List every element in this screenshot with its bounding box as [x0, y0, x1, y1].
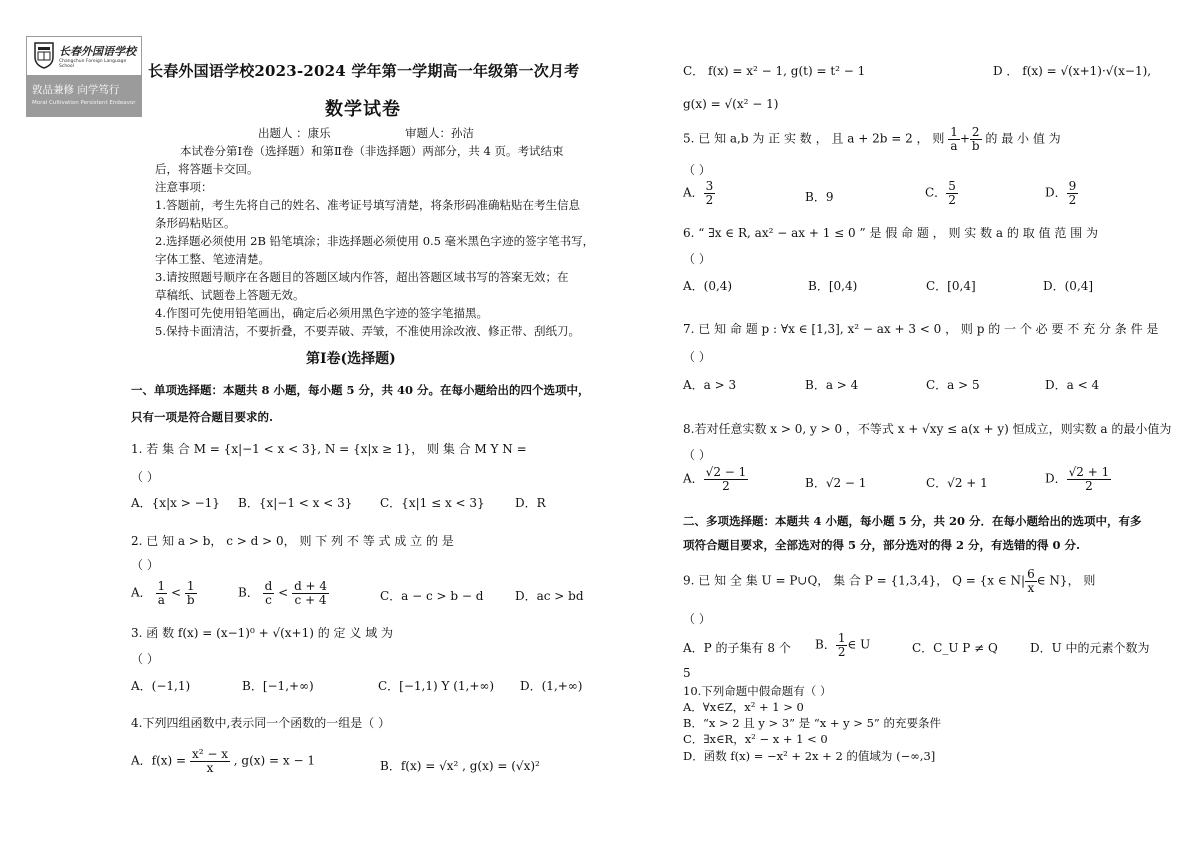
note-line: 1.答题前，考生先将自己的姓名、准考证号填写清楚，将条形码准确粘贴在考生信息: [155, 198, 580, 212]
note-line: 2.选择题必须使用 2B 铅笔填涂；非选择题必须使用 0.5 毫米黑色字迹的签字笔书写，: [155, 234, 595, 248]
fraction: [292, 580, 329, 606]
stem-text: 5. 已 知 a,b 为 正 实 数 ， 且 a + 2b = 2 ， 则: [683, 131, 945, 146]
numerator: 2: [970, 126, 982, 140]
q10-stem: 10.下列命题中假命题有（ ）: [683, 684, 832, 698]
section1-instructions: 一、单项选择题：本题共 8 小题，每小题 5 分，共 40 分。在每小题给出的四个选项中，: [131, 383, 590, 397]
fraction: [185, 580, 197, 606]
numerator: x² − x: [191, 747, 228, 761]
q7-option-d: D．a < 4: [1045, 378, 1100, 392]
numerator: 1: [185, 580, 197, 594]
q5-stem: [683, 126, 1061, 152]
q2-option-b: [238, 580, 329, 606]
fraction: [704, 180, 716, 206]
option-letter: A．: [683, 185, 704, 200]
denominator: 2: [722, 478, 730, 493]
denominator: c + 4: [294, 592, 327, 607]
denominator: 2: [948, 192, 956, 207]
denominator: b: [971, 138, 980, 153]
note-line: 3.请按照题号顺序在各题目的答题区域内作答，超出答题区域书写的答案无效；在: [155, 270, 569, 284]
note-line: 5.保持卡面清洁，不要折叠，不要弄破、弄皱，不准使用涂改液、修正带、刮纸刀。: [155, 324, 580, 338]
note-line: 4.作图可先使用铅笔画出，确定后必须用黑色字迹的签字笔描黑。: [155, 306, 488, 320]
logo-english-name: Changchun Foreign Language School: [59, 59, 127, 69]
q4-option-b: B．f(x) = √x² , g(x) = (√x)²: [380, 759, 540, 773]
option-letter: A．: [131, 585, 152, 600]
stem-text: 的 最 小 值 为: [985, 131, 1061, 146]
q9-paren: （ ）: [683, 612, 711, 626]
denominator: 2: [1085, 478, 1093, 493]
q3-option-b: B．[−1,+∞): [242, 679, 314, 693]
q6-option-d: D．(0,4]: [1043, 279, 1094, 293]
q4-stem: 4.下列四组函数中,表示同一个函数的一组是（ ）: [131, 716, 391, 730]
q7-option-a: A．a > 3: [683, 378, 737, 392]
q2-stem: 2. 已 知 a > b， c > d > 0， 则 下 列 不 等 式 成 立 的 是: [131, 534, 454, 548]
fraction: [970, 126, 982, 152]
denominator: 2: [705, 192, 714, 207]
logo-chinese-name: 长春外国语学校: [59, 45, 136, 58]
q1-option-c: C．{x|1 ≤ x < 3}: [380, 496, 485, 510]
school-logo: [26, 36, 142, 117]
q3-option-d: D．(1,+∞): [520, 679, 583, 693]
q8-option-d: [1045, 466, 1111, 492]
section2-instructions-cont: 项符合题目要求，全部选对的得 5 分，部分选对的得 2 分，有选错的得 0 分.: [683, 538, 1081, 552]
option-letter: B．: [815, 637, 836, 652]
numerator: d: [264, 579, 273, 593]
q5-paren: （ ）: [683, 163, 711, 177]
denominator: b: [186, 592, 195, 607]
option-text: A．f(x) =: [131, 753, 187, 768]
q2-option-a: [131, 580, 197, 606]
fraction: [1025, 568, 1037, 594]
q4-option-d: D ． f(x) = √(x+1)·√(x−1),: [993, 64, 1152, 78]
q7-option-b: B．a > 4: [805, 378, 859, 392]
logo-motto-english: Moral Cultivation Persistent Endeavor: [32, 100, 136, 106]
intro-line-2: 后，将答题卡交回。: [155, 162, 259, 176]
fraction: [948, 126, 960, 152]
q1-option-b: B．{x|−1 < x < 3}: [238, 496, 353, 510]
q10-option-b: B．“x > 2 且 y > 3” 是 “x + y > 5” 的充要条件: [683, 716, 941, 730]
option-letter: C．: [925, 185, 947, 200]
numerator: 1: [837, 631, 846, 645]
notes-title: 注意事项：: [155, 180, 213, 194]
q6-option-a: A．(0,4): [683, 279, 733, 293]
fraction: [836, 632, 848, 658]
q10-option-d: D．函数 f(x) = −x² + 2x + 2 的值域为 (−∞,3]: [683, 749, 936, 763]
q6-paren: （ ）: [683, 252, 711, 266]
q9-option-d: D．U 中的元素个数为: [1030, 641, 1150, 655]
numerator: 3: [705, 179, 714, 193]
reviewer: 审题人：孙洁: [405, 126, 474, 140]
q8-paren: （ ）: [683, 448, 711, 462]
option-letter: D．: [1045, 185, 1067, 200]
denominator: c: [265, 592, 272, 607]
q2-paren: （ ）: [131, 558, 159, 572]
subject-title: 数学试卷: [325, 99, 401, 120]
q1-option-a: A．{x|x > −1}: [131, 496, 220, 510]
q8-stem: 8.若对任意实数 x > 0, y > 0 ，不等式 x + √xy ≤ a(x + y) 恒成立，则实数 a 的最小值为: [683, 422, 1172, 436]
numerator: 6: [1027, 567, 1035, 581]
fraction: [1067, 180, 1079, 206]
numerator: d + 4: [294, 579, 328, 593]
section1-instructions-cont: 只有一项是符合题目要求的.: [131, 410, 274, 424]
denominator: x: [206, 760, 214, 775]
numerator: 1: [950, 125, 958, 139]
q7-option-c: C．a > 5: [926, 378, 980, 392]
setter: 出题人 ：康乐: [258, 126, 331, 140]
option-letter: B．: [238, 585, 259, 600]
q10-option-c: C．∃x∈R，x² − x + 1 < 0: [683, 732, 828, 746]
q2-option-c: C．a − c > b − d: [380, 589, 484, 603]
q6-option-c: C．[0,4]: [926, 279, 976, 293]
fraction: [1067, 466, 1112, 492]
denominator: 2: [1068, 192, 1077, 207]
q9-option-a: A．P 的子集有 8 个: [683, 641, 791, 655]
q1-stem: 1. 若 集 合 M = {x|−1 < x < 3}, N = {x|x ≥ 1}， 则 集 合 M Y N =: [131, 442, 527, 456]
stem-text: 9. 已 知 全 集 U = P∪Q， 集 合 P = {1,3,4}， Q = {x ∈ N|: [683, 573, 1026, 588]
note-line: 草稿纸、试题卷上答题无效。: [155, 288, 305, 302]
operator: <: [170, 585, 182, 600]
denominator: a: [950, 138, 958, 153]
q9-stem: [683, 568, 1095, 594]
note-line: 条形码粘贴区。: [155, 216, 236, 230]
q5-option-c: [925, 180, 958, 206]
q1-paren: （ ）: [131, 470, 159, 484]
q6-option-b: B．[0,4): [808, 279, 858, 293]
denominator: x: [1027, 580, 1035, 595]
q3-option-c: C．[−1,1) Y (1,+∞): [378, 679, 495, 693]
part1-title: 第Ⅰ卷(选择题): [306, 351, 396, 367]
q6-stem: 6. “ ∃x ∈ R, ax² − ax + 1 ≤ 0 ” 是 假 命 题 ， 则 实 数 a 的 取 值 范 围 为: [683, 226, 1098, 240]
q5-option-b: B．9: [805, 190, 834, 204]
q8-option-b: B．√2 − 1: [805, 476, 867, 490]
q4-option-d-cont: g(x) = √(x² − 1): [683, 97, 779, 111]
option-text: , g(x) = x − 1: [233, 753, 316, 768]
q4-option-a: [131, 748, 315, 774]
note-line: 字体工整、笔迹清楚。: [155, 252, 270, 266]
q10-option-a: A．∀x∈Z，x² + 1 > 0: [683, 700, 804, 714]
denominator: a: [157, 592, 165, 607]
numerator: 9: [1068, 179, 1077, 193]
crest-icon: [33, 41, 55, 69]
numerator: 1: [157, 579, 166, 593]
intro-line-1: 本试卷分第Ⅰ卷（选择题）和第Ⅱ卷（非选择题）两部分，共 4 页。考试结束: [180, 144, 564, 158]
option-letter: A．: [683, 471, 704, 486]
q1-option-d: D．R: [515, 496, 546, 510]
q8-option-a: [683, 466, 748, 492]
q3-stem: 3. 函 数 f(x) = (x−1)⁰ + √(x+1) 的 定 义 域 为: [131, 626, 394, 640]
option-letter: D．: [1045, 471, 1067, 486]
operator: +: [959, 131, 970, 146]
logo-motto: 敦品兼修 向学笃行: [32, 84, 120, 96]
q9-option-b: [815, 632, 870, 658]
q3-option-a: A．(−1,1): [131, 679, 191, 693]
fraction: [156, 580, 168, 606]
numerator: √2 − 1: [705, 465, 747, 479]
fraction: [704, 466, 749, 492]
q9-option-d-cont: 5: [683, 666, 691, 680]
fraction: [263, 580, 275, 606]
section2-instructions: 二、多项选择题：本题共 4 小题，每小题 5 分，共 20 分．在每小题给出的选项中，有多: [683, 514, 1142, 528]
stem-text: ∈ N}， 则: [1036, 573, 1096, 588]
option-text: ∈ U: [847, 637, 871, 652]
q5-option-d: [1045, 180, 1078, 206]
q5-option-a: [683, 180, 715, 206]
q7-stem: 7. 已 知 命 题 p : ∀x ∈ [1,3], x² − ax + 3 < 0 ， 则 p 的 一 个 必 要 不 充 分 条 件 是: [683, 322, 1159, 336]
q9-option-c: C．C_U P ≠ Q: [912, 641, 998, 655]
exam-title: 长春外国语学校2023-2024 学年第一学期高一年级第一次月考: [148, 62, 580, 80]
fraction: [190, 748, 230, 774]
numerator: √2 + 1: [1068, 465, 1110, 479]
q2-option-d: D．ac > bd: [515, 589, 584, 603]
q7-paren: （ ）: [683, 350, 711, 364]
denominator: 2: [837, 644, 846, 659]
operator: <: [278, 585, 289, 600]
q3-paren: （ ）: [131, 652, 159, 666]
q4-option-c: C． f(x) = x² − 1, g(t) = t² − 1: [683, 64, 866, 78]
numerator: 5: [948, 179, 956, 193]
fraction: [946, 180, 958, 206]
logo-header: [26, 36, 142, 76]
q8-option-c: C．√2 + 1: [926, 476, 988, 490]
